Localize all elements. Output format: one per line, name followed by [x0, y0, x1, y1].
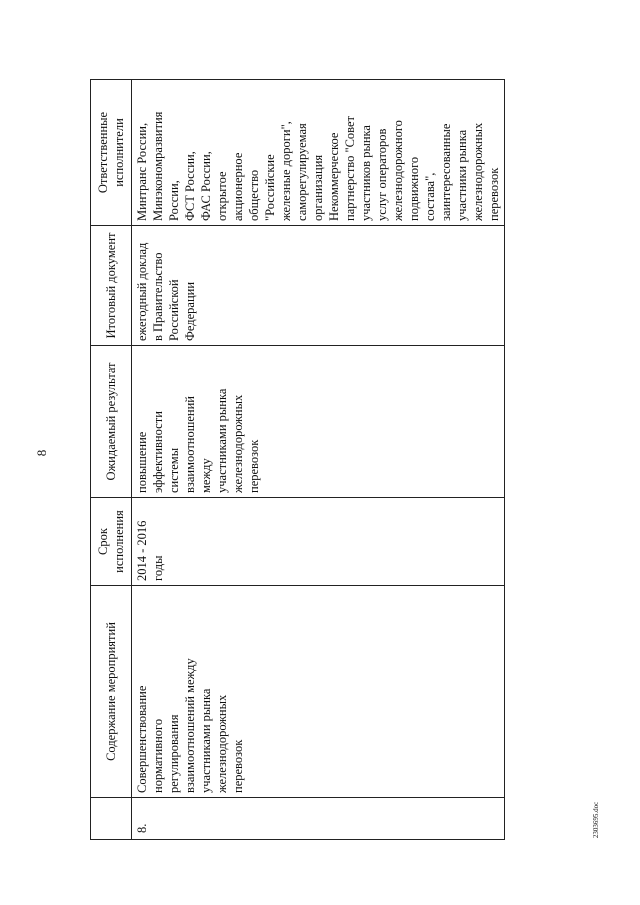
- row-result: повышение эффективности системы взаимоотношений между участниками рынка железнодорожных перевозок: [132, 346, 505, 498]
- row-number: 8.: [132, 798, 505, 840]
- table-header-row: [91, 80, 132, 840]
- header-term: Срок исполнения: [91, 498, 132, 586]
- footer-filename: 2303695.doc: [592, 801, 600, 839]
- page-number: 8: [34, 449, 49, 457]
- measures-table: [90, 79, 505, 840]
- header-number: [91, 798, 132, 840]
- table-row: [132, 80, 505, 840]
- row-content: Совершенствование нормативного регулирования взаимоотношений между участниками рынка железнодорожных перевозок: [132, 586, 505, 798]
- row-term: 2014 - 2016 годы: [132, 498, 505, 586]
- row-document: ежегодный доклад в Правительство Российской Федерации: [132, 226, 505, 346]
- header-responsible: Ответственные исполнители: [91, 80, 132, 226]
- header-content: Содержание мероприятий: [91, 586, 132, 798]
- measures-table-container: [90, 80, 540, 840]
- header-result: Ожидаемый результат: [91, 346, 132, 498]
- row-responsible: Минтранс России, Минэкономразвития России, ФСТ России, ФАС России, открытое акционерное общество "Российские железные дороги", саморегулируемая организация Некоммерческое партнерство "Совет участников рынка услуг операторов железнодорожного подвижного состава", заинтересованные участники рынка железнодорожных перевозок: [132, 80, 505, 226]
- header-document: Итоговый документ: [91, 226, 132, 346]
